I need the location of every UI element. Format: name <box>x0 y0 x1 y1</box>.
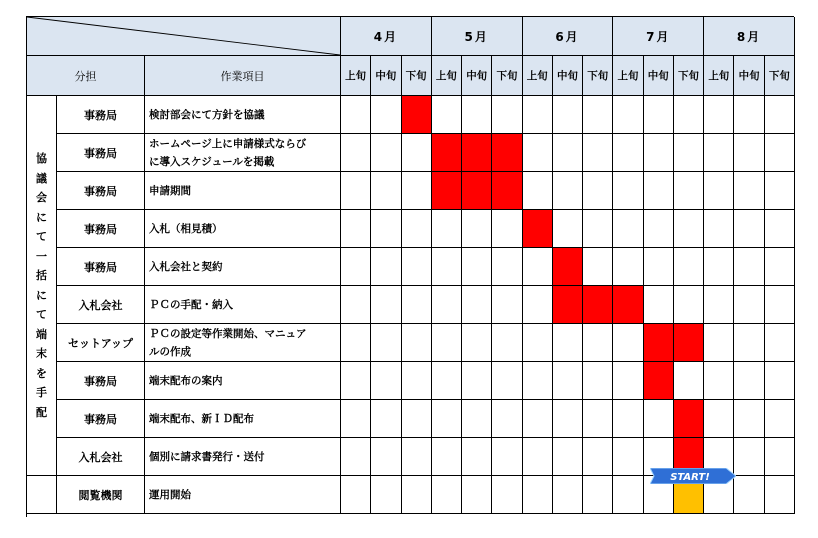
schedule-cell <box>734 134 764 172</box>
schedule-cell <box>674 210 704 248</box>
diagonal-header-cell <box>27 17 341 56</box>
schedule-cell <box>765 96 795 134</box>
schedule-cell <box>734 286 764 324</box>
schedule-bar-cell <box>462 134 492 172</box>
schedule-cell <box>583 96 613 134</box>
schedule-cell <box>462 362 492 400</box>
schedule-cell <box>644 134 674 172</box>
group-label-char: に <box>36 288 47 302</box>
schedule-cell <box>583 324 613 362</box>
schedule-cell <box>613 476 643 514</box>
schedule-cell <box>492 286 522 324</box>
schedule-cell <box>462 324 492 362</box>
task-text-line: 申請期間 <box>149 184 191 197</box>
schedule-cell <box>765 476 795 514</box>
group-label-empty <box>27 476 57 514</box>
task-cell <box>145 172 341 210</box>
schedule-cell <box>462 96 492 134</box>
schedule-cell <box>765 438 795 476</box>
period-header: 下旬 <box>674 56 704 96</box>
division-header: 分担 <box>27 56 145 96</box>
schedule-cell <box>765 210 795 248</box>
task-text <box>149 486 191 504</box>
dept-cell: 入札会社 <box>57 438 145 476</box>
task-cell <box>145 476 341 514</box>
schedule-cell <box>432 362 462 400</box>
task-text-line: ＰＣの手配・納入 <box>149 298 233 311</box>
schedule-cell <box>462 286 492 324</box>
schedule-cell <box>734 362 764 400</box>
schedule-cell <box>341 210 371 248</box>
group-label-vertical <box>27 96 57 476</box>
schedule-cell <box>341 286 371 324</box>
group-label-char: て <box>36 308 47 321</box>
task-text-line: ルの作成 <box>149 345 191 358</box>
group-label-char: を <box>36 366 47 380</box>
schedule-bar-cell <box>402 96 432 134</box>
task-text-line: 入札（相見積） <box>149 222 223 235</box>
group-label-char: 括 <box>36 269 47 282</box>
schedule-cell <box>553 362 583 400</box>
schedule-cell <box>553 210 583 248</box>
schedule-cell <box>371 438 401 476</box>
schedule-cell <box>371 172 401 210</box>
period-header: 上旬 <box>341 56 371 96</box>
group-label-char: 手 <box>36 386 47 399</box>
group-label-char: 議 <box>36 171 47 185</box>
task-cell <box>145 362 341 400</box>
schedule-cell <box>553 476 583 514</box>
schedule-cell <box>674 362 704 400</box>
schedule-cell <box>583 438 613 476</box>
schedule-cell <box>613 134 643 172</box>
schedule-cell <box>341 362 371 400</box>
schedule-cell <box>765 286 795 324</box>
schedule-cell <box>371 134 401 172</box>
schedule-bar-cell <box>492 134 522 172</box>
schedule-cell <box>553 324 583 362</box>
task-text-line: 端末配布、新ＩＤ配布 <box>149 412 254 425</box>
schedule-cell <box>371 286 401 324</box>
schedule-cell <box>492 476 522 514</box>
schedule-cell <box>371 248 401 286</box>
schedule-cell <box>402 210 432 248</box>
period-header: 中旬 <box>553 56 583 96</box>
schedule-cell <box>402 476 432 514</box>
period-header: 下旬 <box>583 56 613 96</box>
schedule-cell <box>613 362 643 400</box>
schedule-cell <box>462 210 492 248</box>
task-text <box>149 448 265 466</box>
schedule-cell <box>371 96 401 134</box>
schedule-cell <box>523 438 553 476</box>
schedule-cell <box>704 172 734 210</box>
schedule-cell <box>583 248 613 286</box>
schedule-cell <box>704 96 734 134</box>
schedule-cell <box>432 324 462 362</box>
schedule-cell <box>432 438 462 476</box>
schedule-cell <box>341 476 371 514</box>
schedule-cell <box>553 400 583 438</box>
month-header-may: 5月 <box>432 17 523 56</box>
schedule-cell <box>492 438 522 476</box>
schedule-bar-cell <box>674 400 704 438</box>
schedule-cell <box>432 210 462 248</box>
task-cell <box>145 400 341 438</box>
task-text <box>149 182 191 200</box>
task-text-line: 個別に請求書発行・送付 <box>149 450 265 463</box>
schedule-bar-cell <box>523 210 553 248</box>
schedule-cell <box>371 324 401 362</box>
schedule-cell <box>613 210 643 248</box>
task-text-line: 端末配布の案内 <box>149 374 223 387</box>
schedule-cell <box>583 400 613 438</box>
task-cell <box>145 286 341 324</box>
schedule-bar-cell <box>462 172 492 210</box>
task-cell <box>145 324 341 362</box>
schedule-cell <box>341 96 371 134</box>
schedule-cell <box>523 96 553 134</box>
schedule-cell <box>402 172 432 210</box>
schedule-cell <box>644 286 674 324</box>
schedule-cell <box>553 438 583 476</box>
schedule-bar-cell <box>553 248 583 286</box>
schedule-cell <box>583 362 613 400</box>
schedule-cell <box>644 210 674 248</box>
schedule-cell <box>523 362 553 400</box>
schedule-cell <box>734 476 764 514</box>
schedule-cell <box>523 248 553 286</box>
task-text <box>149 410 254 428</box>
period-header: 中旬 <box>371 56 401 96</box>
schedule-cell <box>553 134 583 172</box>
period-header: 上旬 <box>704 56 734 96</box>
group-label-char: 端 <box>36 327 47 341</box>
task-text <box>149 135 306 171</box>
task-text-line: ホームページ上に申請様式ならび <box>149 137 307 150</box>
schedule-cell <box>613 172 643 210</box>
schedule-cell <box>765 324 795 362</box>
schedule-cell <box>523 324 553 362</box>
schedule-bar-cell <box>492 172 522 210</box>
schedule-cell <box>432 400 462 438</box>
schedule-cell <box>704 210 734 248</box>
task-cell <box>145 438 341 476</box>
task-text <box>149 220 223 238</box>
task-header: 作業項目 <box>145 56 341 96</box>
schedule-cell <box>765 400 795 438</box>
schedule-bar-cell <box>583 286 613 324</box>
period-header: 上旬 <box>523 56 553 96</box>
dept-cell: 事務局 <box>57 362 145 400</box>
schedule-cell <box>492 324 522 362</box>
schedule-cell <box>402 400 432 438</box>
schedule-bar-cell <box>553 286 583 324</box>
group-label-char: て <box>36 230 47 243</box>
schedule-cell <box>341 248 371 286</box>
schedule-cell <box>704 286 734 324</box>
start-badge <box>650 468 736 484</box>
schedule-cell <box>674 248 704 286</box>
dept-cell: 入札会社 <box>57 286 145 324</box>
schedule-cell <box>765 362 795 400</box>
schedule-cell <box>462 400 492 438</box>
task-text <box>149 106 265 124</box>
task-text-line: ＰＣの設定等作業開始、マニュア <box>149 327 307 340</box>
schedule-cell <box>734 96 764 134</box>
period-header: 下旬 <box>402 56 432 96</box>
schedule-cell <box>583 476 613 514</box>
dept-cell: セットアップ <box>57 324 145 362</box>
period-header: 下旬 <box>492 56 522 96</box>
schedule-cell <box>462 476 492 514</box>
task-text <box>149 325 307 361</box>
month-header-jul: 7月 <box>613 17 704 56</box>
period-header: 上旬 <box>613 56 643 96</box>
group-label-char: 協 <box>36 152 47 165</box>
schedule-cell <box>402 134 432 172</box>
schedule-cell <box>432 248 462 286</box>
schedule-cell <box>402 438 432 476</box>
schedule-bar-cell <box>644 362 674 400</box>
schedule-cell <box>613 96 643 134</box>
schedule-cell <box>674 286 704 324</box>
schedule-bar-cell <box>432 172 462 210</box>
task-text-line: に導入スケジュールを掲載 <box>149 155 275 168</box>
schedule-cell <box>765 172 795 210</box>
schedule-cell <box>704 400 734 438</box>
schedule-cell <box>734 400 764 438</box>
schedule-cell <box>674 96 704 134</box>
schedule-cell <box>674 172 704 210</box>
schedule-cell <box>371 400 401 438</box>
schedule-cell <box>432 286 462 324</box>
group-label-char: に <box>36 210 47 224</box>
group-label-char: 末 <box>36 347 47 360</box>
month-header-aug: 8月 <box>704 17 795 56</box>
schedule-cell <box>523 134 553 172</box>
schedule-cell <box>341 400 371 438</box>
schedule-cell <box>644 172 674 210</box>
dept-cell: 事務局 <box>57 134 145 172</box>
group-label-char: 一 <box>36 249 47 263</box>
task-text <box>149 258 223 276</box>
schedule-cell <box>704 134 734 172</box>
period-header: 下旬 <box>765 56 795 96</box>
schedule-cell <box>704 248 734 286</box>
task-cell <box>145 210 341 248</box>
task-cell <box>145 96 341 134</box>
schedule-cell <box>523 476 553 514</box>
schedule-cell <box>492 362 522 400</box>
gantt-table <box>26 16 794 517</box>
schedule-bar-cell <box>613 286 643 324</box>
schedule-cell <box>613 248 643 286</box>
schedule-cell <box>341 324 371 362</box>
schedule-cell <box>553 96 583 134</box>
schedule-cell <box>492 400 522 438</box>
task-text-line: 入札会社と契約 <box>149 260 223 273</box>
schedule-cell <box>523 400 553 438</box>
start-badge-label: START! <box>670 472 710 483</box>
task-text-line: 検討部会にて方針を協議 <box>149 108 265 121</box>
schedule-cell <box>734 248 764 286</box>
schedule-cell <box>492 96 522 134</box>
schedule-cell <box>402 286 432 324</box>
schedule-cell <box>644 400 674 438</box>
schedule-cell <box>553 172 583 210</box>
dept-cell: 事務局 <box>57 210 145 248</box>
schedule-cell <box>704 362 734 400</box>
task-text <box>149 296 233 314</box>
schedule-cell <box>734 210 764 248</box>
schedule-cell <box>462 438 492 476</box>
schedule-cell <box>341 438 371 476</box>
schedule-bar-cell <box>674 324 704 362</box>
schedule-cell <box>613 400 643 438</box>
schedule-cell <box>765 248 795 286</box>
schedule-cell <box>402 248 432 286</box>
schedule-cell <box>613 438 643 476</box>
task-text-line: 運用開始 <box>149 488 191 501</box>
schedule-cell <box>704 324 734 362</box>
schedule-cell <box>432 96 462 134</box>
schedule-cell <box>644 96 674 134</box>
schedule-cell <box>674 134 704 172</box>
schedule-cell <box>402 324 432 362</box>
schedule-cell <box>371 210 401 248</box>
month-header-jun: 6月 <box>523 17 614 56</box>
month-header-apr: 4月 <box>341 17 432 56</box>
dept-cell: 事務局 <box>57 172 145 210</box>
schedule-cell <box>613 324 643 362</box>
dept-cell: 閲覧機関 <box>57 476 145 514</box>
schedule-cell <box>462 248 492 286</box>
schedule-cell <box>644 248 674 286</box>
schedule-cell <box>402 362 432 400</box>
task-cell <box>145 248 341 286</box>
dept-cell: 事務局 <box>57 96 145 134</box>
schedule-cell <box>371 476 401 514</box>
schedule-cell <box>371 362 401 400</box>
schedule-cell <box>734 438 764 476</box>
task-cell <box>145 134 341 172</box>
period-header: 中旬 <box>734 56 764 96</box>
schedule-cell <box>523 172 553 210</box>
schedule-bar-cell <box>432 134 462 172</box>
schedule-cell <box>492 210 522 248</box>
group-label-char: 配 <box>36 405 47 419</box>
schedule-cell <box>492 248 522 286</box>
schedule-cell <box>432 476 462 514</box>
task-text <box>149 372 223 390</box>
schedule-cell <box>583 172 613 210</box>
schedule-cell <box>583 210 613 248</box>
schedule-cell <box>583 134 613 172</box>
dept-cell: 事務局 <box>57 248 145 286</box>
schedule-cell <box>734 324 764 362</box>
dept-cell: 事務局 <box>57 400 145 438</box>
group-label-char: 会 <box>36 191 47 204</box>
period-header: 上旬 <box>432 56 462 96</box>
schedule-bar-cell <box>644 324 674 362</box>
schedule-cell <box>523 286 553 324</box>
schedule-cell <box>734 172 764 210</box>
period-header: 中旬 <box>462 56 492 96</box>
schedule-cell <box>341 134 371 172</box>
schedule-cell <box>765 134 795 172</box>
schedule-cell <box>341 172 371 210</box>
period-header: 中旬 <box>644 56 674 96</box>
